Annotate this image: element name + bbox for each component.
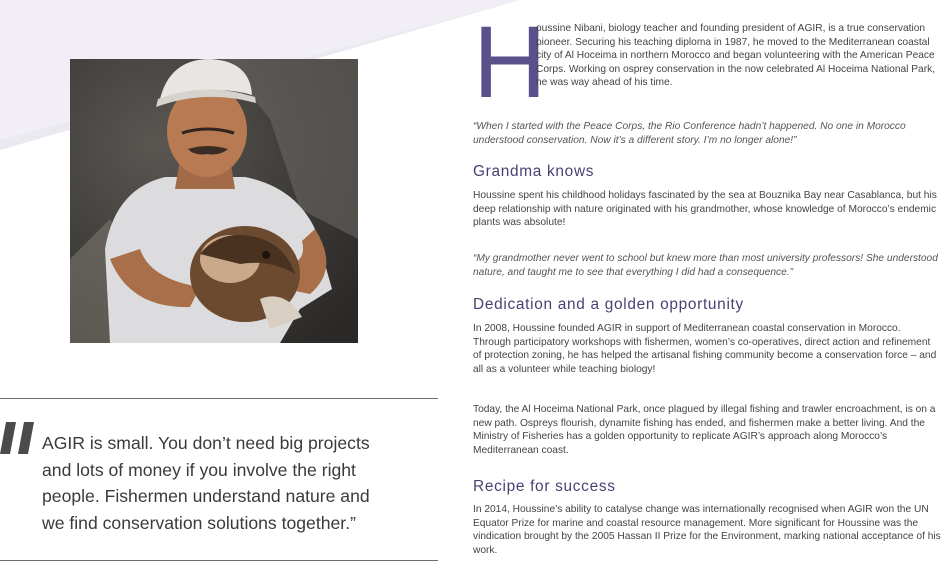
quote-mark-icon (0, 418, 36, 466)
paragraph-equator-prize: In 2014, Houssine’s ability to catalyse change was internationally recognised when AGIR won the UN Equator Prize for marine and coastal resource management. More significant for Houssine was the vindication brought by the 2005 Hassan II Prize for the Environment, marking national acceptance of his work. (473, 504, 941, 556)
paragraph-national-park: Today, the Al Hoceima National Park, once plagued by illegal fishing and trawler encroachment, is on a new path. Ospreys flourish, dynamite fishing has ended, and fishermen make a better living. And the Ministry of Fisheries has a golden opportunity to replicate AGIR’s approach along Morocco’s Mediterranean coast. (473, 404, 936, 456)
heading-dedication: Dedication and a golden opportunity (473, 296, 744, 313)
dropcap-letter (473, 5, 547, 119)
heading-recipe-for-success: Recipe for success (473, 478, 616, 495)
quote-peace-corps: “When I started with the Peace Corps, the Rio Conference hadn’t happened. No one in Morocco understood conservation. Now it’s a different story. I’m no longer alone!” (473, 121, 906, 146)
quote-bottom-rule (0, 560, 438, 561)
pull-quote-text: AGIR is small. You don’t need big projects and lots of money if you involve the right people. Fishermen understand nature and we find conservation solutions together.” (42, 433, 370, 533)
portrait-photo (70, 59, 358, 343)
paragraph-childhood: Houssine spent his childhood holidays fascinated by the sea at Bouznika Bay near Casablanca, but his deep relationship with nature originated with his grandmother, whose knowledge of Morocco’s endemic plants was absolute! (473, 190, 937, 229)
svg-text:H: H (473, 5, 547, 119)
paragraph-founding: In 2008, Houssine founded AGIR in support of Mediterranean coastal conservation in Morocco. Through participatory workshops with fishermen, women’s co-operatives, direct action and refinement of protection zoning, he has helped the artisanal fishing community become a conservation force – and all as a volunteer while teaching biology! (473, 323, 937, 375)
quote-grandmother: “My grandmother never went to school but knew more than most university professors! She understood nature, and taught me to see that everything I did had a consequence.” (473, 253, 938, 278)
quote-top-rule (0, 398, 438, 399)
intro-paragraph: oussine Nibani, biology teacher and founding president of AGIR, is a true conservation pioneer. Securing his teaching diploma in 1987, he moved to the Mediterranean coastal city of Al Hoceima in northern Morocco and began volunteering with the American Peace Corps. Working on osprey conservation in the now celebrated Al Hoceima National Park, he was way ahead of his time. (536, 23, 936, 89)
heading-grandma-knows: Grandma knows (473, 163, 595, 180)
